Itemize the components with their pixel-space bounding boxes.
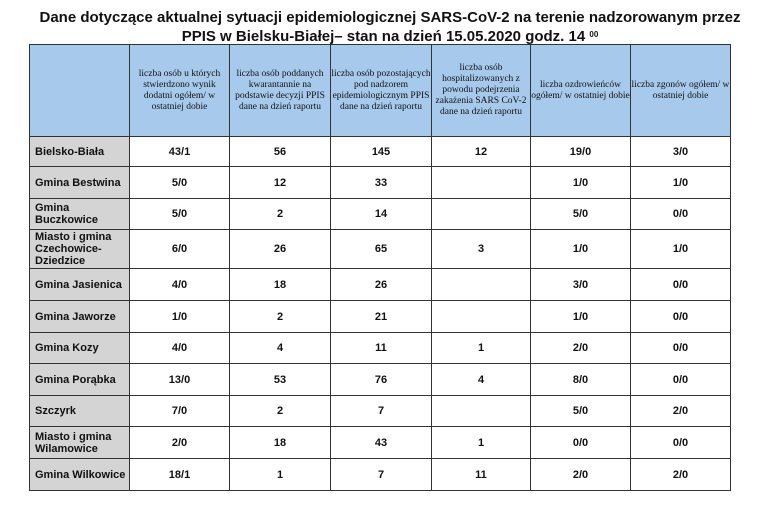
value-cell: 3/0 (631, 137, 731, 167)
value-cell: 1/0 (531, 301, 631, 333)
value-cell: 53 (230, 364, 331, 396)
column-header-recovered: liczba ozdrowieńców ogółem/ w ostatniej dobie (531, 45, 631, 137)
title-line-1: Dane dotyczące aktualnej sytuacji epidemiologicznej SARS-CoV-2 na terenie nadzorowanym przez (39, 9, 741, 26)
value-cell: 2 (230, 396, 331, 427)
row-name-cell: Gmina Jaworze (30, 301, 130, 333)
table-row (30, 427, 731, 459)
value-cell: 2/0 (130, 427, 230, 459)
value-cell: 65 (331, 230, 432, 269)
value-cell: 4/0 (130, 269, 230, 301)
value-cell: 8/0 (531, 364, 631, 396)
column-header-hospitalized: liczba osób hospitalizowanych z powodu podejrzenia zakażenia SARS CoV-2 dane na dzień raportu (432, 45, 531, 137)
column-header-surveillance: liczba osób pozostających pod nadzorem epidemiologicznym PPIS dane na dzień raportu (331, 45, 432, 137)
value-cell (432, 396, 531, 427)
row-name-cell: Gmina Kozy (30, 333, 130, 364)
column-header-positive: liczba osób u których stwierdzono wynik dodatni ogółem/ w ostatniej dobie (130, 45, 230, 137)
value-cell (432, 199, 531, 230)
value-cell (432, 269, 531, 301)
value-cell: 2 (230, 301, 331, 333)
value-cell: 14 (331, 199, 432, 230)
value-cell: 43/1 (130, 137, 230, 167)
value-cell: 0/0 (631, 199, 731, 230)
row-name-cell: Gmina Wilkowice (30, 459, 130, 491)
title-line-2-text: PPIS w Bielsku-Białej– stan na dzień 15.05.2020 godz. 14 (181, 28, 586, 45)
value-cell: 1/0 (531, 167, 631, 199)
value-cell: 43 (331, 427, 432, 459)
value-cell: 1/0 (631, 230, 731, 269)
value-cell: 1/0 (130, 301, 230, 333)
column-header-quarantine: liczba osób poddanych kwarantannie na podstawie decyzji PPIS dane na dzień raportu (230, 45, 331, 137)
value-cell: 18 (230, 427, 331, 459)
value-cell: 56 (230, 137, 331, 167)
value-cell: 0/0 (631, 427, 731, 459)
row-name-cell: Gmina Buczkowice (30, 199, 130, 230)
value-cell: 18/1 (130, 459, 230, 491)
table-row (30, 269, 731, 301)
value-cell: 0/0 (631, 333, 731, 364)
row-name-cell: Gmina Porąbka (30, 364, 130, 396)
value-cell: 6/0 (130, 230, 230, 269)
value-cell: 1/0 (631, 167, 731, 199)
column-header-deaths: liczba zgonów ogółem/ w ostatniej dobie (631, 45, 731, 137)
table-row (30, 459, 731, 491)
value-cell: 2/0 (631, 396, 731, 427)
value-cell: 11 (432, 459, 531, 491)
value-cell: 5/0 (130, 167, 230, 199)
table-row (30, 333, 731, 364)
value-cell: 76 (331, 364, 432, 396)
row-name-cell: Gmina Bestwina (30, 167, 130, 199)
page-title (20, 8, 760, 46)
value-cell: 0/0 (631, 364, 731, 396)
value-cell: 11 (331, 333, 432, 364)
header-corner-cell (30, 45, 130, 137)
value-cell: 21 (331, 301, 432, 333)
table-row (30, 396, 731, 427)
table-row (30, 167, 731, 199)
value-cell: 4 (432, 364, 531, 396)
value-cell: 1/0 (531, 230, 631, 269)
value-cell: 13/0 (130, 364, 230, 396)
value-cell: 12 (230, 167, 331, 199)
value-cell: 2/0 (631, 459, 731, 491)
table-row (30, 137, 731, 167)
table-body (30, 137, 731, 491)
value-cell: 2 (230, 199, 331, 230)
value-cell: 5/0 (531, 396, 631, 427)
value-cell (432, 167, 531, 199)
row-name-cell: Miasto i gmina Czechowice-Dziedzice (30, 230, 130, 269)
value-cell: 5/0 (130, 199, 230, 230)
value-cell: 0/0 (531, 427, 631, 459)
table-row (30, 301, 731, 333)
value-cell: 18 (230, 269, 331, 301)
row-name-cell: Miasto i gmina Wilamowice (30, 427, 130, 459)
value-cell: 33 (331, 167, 432, 199)
row-name-cell: Gmina Jasienica (30, 269, 130, 301)
epidemic-data-table (29, 44, 731, 491)
value-cell: 145 (331, 137, 432, 167)
value-cell (432, 301, 531, 333)
value-cell: 7/0 (130, 396, 230, 427)
value-cell: 0/0 (631, 269, 731, 301)
value-cell: 0/0 (631, 301, 731, 333)
value-cell: 7 (331, 396, 432, 427)
value-cell: 2/0 (531, 333, 631, 364)
value-cell: 7 (331, 459, 432, 491)
table-row (30, 230, 731, 269)
value-cell: 26 (230, 230, 331, 269)
value-cell: 3/0 (531, 269, 631, 301)
value-cell: 19/0 (531, 137, 631, 167)
title-superscript: 00 (589, 30, 599, 39)
table-row (30, 364, 731, 396)
table-row (30, 199, 731, 230)
value-cell: 3 (432, 230, 531, 269)
value-cell: 4 (230, 333, 331, 364)
value-cell: 1 (432, 333, 531, 364)
value-cell: 12 (432, 137, 531, 167)
value-cell: 26 (331, 269, 432, 301)
row-name-cell: Szczyrk (30, 396, 130, 427)
value-cell: 4/0 (130, 333, 230, 364)
value-cell: 1 (432, 427, 531, 459)
value-cell: 5/0 (531, 199, 631, 230)
value-cell: 1 (230, 459, 331, 491)
header-row (30, 45, 731, 137)
value-cell: 2/0 (531, 459, 631, 491)
row-name-cell: Bielsko-Biała (30, 137, 130, 167)
